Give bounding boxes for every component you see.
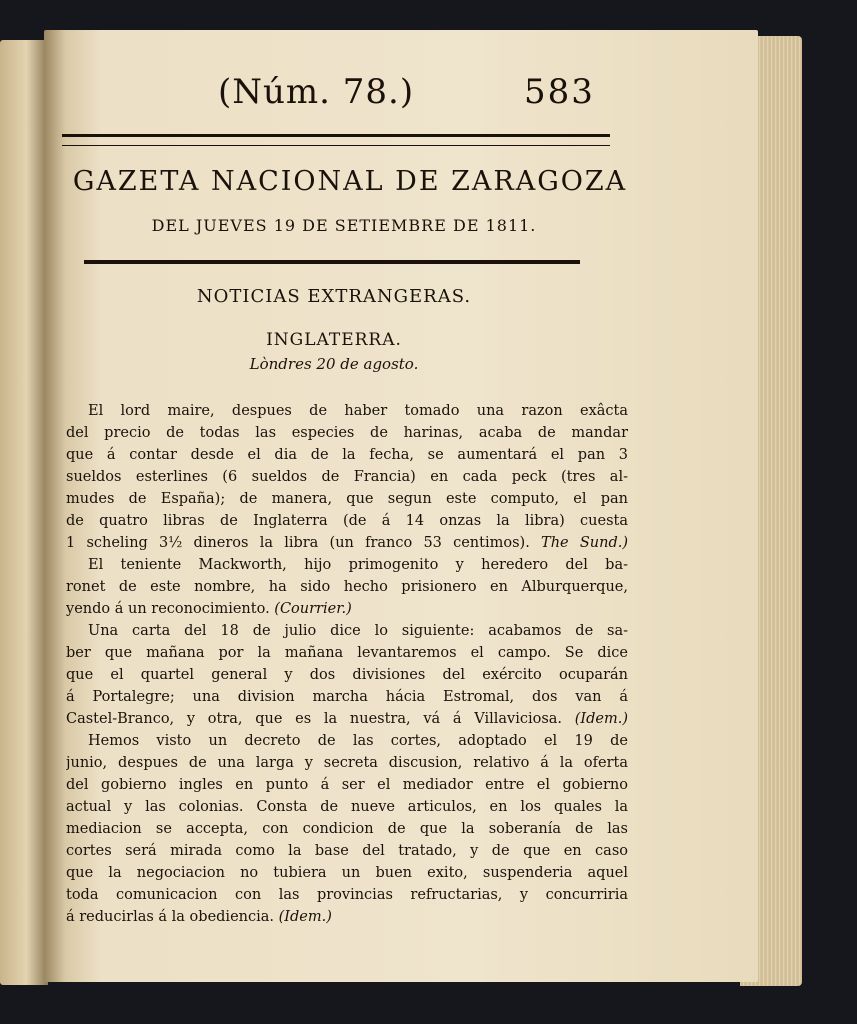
text-line <box>66 906 628 928</box>
newspaper-page <box>44 30 758 982</box>
text-line <box>66 532 628 554</box>
text-line: cortes será mirada como la base del tratado, y de que en caso <box>66 843 628 859</box>
ornamental-rule <box>84 260 580 264</box>
source-citation: (Courrier.) <box>274 601 352 617</box>
top-rule <box>62 134 610 146</box>
text-line: junio, despues de una larga y secreta discusion, relativo á la oferta <box>66 755 628 771</box>
text-line: mediacion se accepta, con condicion de que la soberanía de las <box>66 821 628 837</box>
text-line: que á contar desde el dia de la fecha, se aumentará el pan 3 <box>66 447 628 463</box>
source-citation: The Sund.) <box>541 535 628 551</box>
text-line-content: 1 scheling 3½ dineros la libra (un franco 53 centimos). <box>66 535 530 551</box>
left-page-edge <box>0 40 48 985</box>
text-line: Una carta del 18 de julio dice lo siguiente: acabamos de sa- <box>88 623 628 639</box>
text-line: mudes de España); de manera, que segun este computo, el pan <box>66 491 628 507</box>
text-line <box>66 598 628 620</box>
source-citation: (Idem.) <box>574 711 628 727</box>
text-line: de quatro libras de Inglaterra (de á 14 onzas la libra) cuesta <box>66 513 628 529</box>
text-line: toda comunicacion con las provincias refructarias, y concurriria <box>66 887 628 903</box>
text-line: ber que mañana por la mañana levantaremos el campo. Se dice <box>66 645 628 661</box>
masthead-title: GAZETA NACIONAL DE ZARAGOZA <box>72 166 628 197</box>
place-date: Lòndres 20 de agosto. <box>249 355 419 373</box>
text-line: á Portalegre; una division marcha hácia Estromal, dos van á <box>66 689 628 705</box>
text-line: El teniente Mackworth, hijo primogenito y heredero del ba- <box>88 557 628 573</box>
text-line-content: á reducirlas á la obediencia. <box>66 909 274 925</box>
text-line: sueldos esterlines (6 sueldos de Francia) en cada peck (tres al- <box>66 469 628 485</box>
text-line: del gobierno ingles en punto á ser el mediador entre el gobierno <box>66 777 628 793</box>
country-heading: INGLATERRA. <box>266 330 402 350</box>
text-line: ronet de este nombre, ha sido hecho prisionero en Alburquerque, <box>66 579 628 595</box>
text-line: actual y las colonias. Consta de nueve articulos, en los quales la <box>66 799 628 815</box>
article-body <box>66 400 628 928</box>
text-line <box>66 708 628 730</box>
text-line: Hemos visto un decreto de las cortes, adoptado el 19 de <box>88 733 628 749</box>
text-line: que el quartel general y dos divisiones del exército ocuparán <box>66 667 628 683</box>
masthead-dateline: DEL JUEVES 19 DE SETIEMBRE DE 1811. <box>151 216 537 235</box>
page-number: 583 <box>524 72 595 112</box>
text-line-content: yendo á un reconocimiento. <box>66 601 270 617</box>
issue-number: (Núm. 78.) <box>218 72 415 112</box>
source-citation: (Idem.) <box>278 909 332 925</box>
text-line-content: Castel-Branco, y otra, que es la nuestra, vá á Villaviciosa. <box>66 711 563 727</box>
text-line: del precio de todas las especies de harinas, acaba de mandar <box>66 425 628 441</box>
text-line: El lord maire, despues de haber tomado una razon exâcta <box>88 403 628 419</box>
text-line: que la negociacion no tubiera un buen exito, suspenderia aquel <box>66 865 628 881</box>
section-heading: NOTICIAS EXTRANGERAS. <box>196 286 472 307</box>
